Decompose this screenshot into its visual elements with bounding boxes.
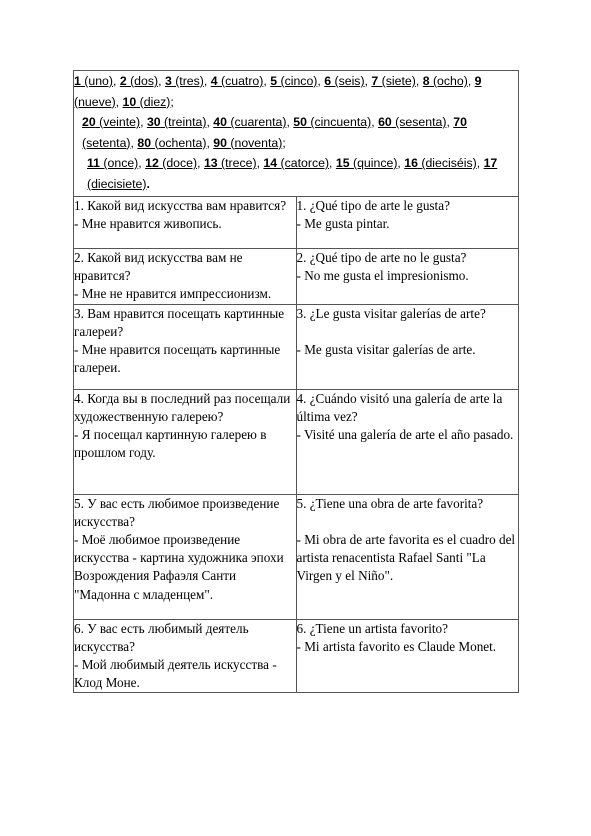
table-row	[74, 197, 519, 249]
number-word: 3 (tres)	[164, 74, 204, 88]
number-word: 8 (ocho)	[422, 74, 468, 88]
number-digit: 6	[324, 74, 332, 88]
spanish-answer: - Mi obra de arte favorita es el cuadro del artista renacentista Rafael Santi "La Virgen y el Niño".	[296, 532, 516, 584]
line-ending: .	[146, 176, 150, 191]
russian-answer: - Мне не нравится импрессионизм.	[74, 286, 272, 302]
number-word: 10 (diez)	[122, 94, 171, 109]
russian-cell	[74, 389, 297, 494]
number-digit: 14	[263, 156, 278, 170]
numbers-line-1-10: 1 (uno), 2 (dos), 3 (tres), 4 (cuatro), 5 (cinco), 6 (seis), 7 (siete), 8 (ocho), 9 (nueve), 10 (diez);	[74, 74, 482, 109]
number-word: 50 (cincuenta)	[293, 115, 372, 129]
numbers-cell	[74, 71, 519, 197]
russian-cell	[74, 197, 297, 249]
number-digit: 8	[422, 74, 430, 88]
number-word: 5 (cinco)	[270, 74, 318, 88]
number-word: 12 (doce)	[145, 156, 198, 170]
spanish-answer: - Me gusta pintar.	[296, 216, 390, 232]
line-ending: ;	[170, 94, 174, 109]
number-digit: 10	[122, 94, 137, 109]
spanish-question: 5. ¿Tiene una obra de arte favorita?	[296, 495, 484, 511]
number-digit: 30	[146, 115, 161, 129]
spanish-cell	[296, 619, 519, 693]
number-digit: 17	[483, 156, 498, 170]
number-word: 1 (uno)	[74, 74, 113, 88]
russian-answer: - Моё любимое произведение искусства - картина художника эпохи Возрождения Рафаэля Санти "Мадонна с младенцем".	[74, 532, 284, 602]
spanish-answer: - Visité una galería de arte el año pasado.	[296, 427, 514, 443]
number-word: 16 (dieciséis)	[404, 156, 477, 170]
russian-question: 3. Вам нравится посещать картинные галереи?	[74, 305, 285, 339]
number-word: 9 (nueve)	[74, 74, 482, 109]
table-row	[74, 249, 519, 305]
spanish-question: 1. ¿Qué tipo de arte le gusta?	[296, 198, 450, 213]
russian-question: 2. Какой вид искусства вам не нравится?	[74, 250, 243, 284]
spanish-answer: - No me gusta el impresionismo.	[296, 268, 469, 284]
number-digit: 40	[213, 115, 227, 129]
spanish-question: 4. ¿Cuándo visitó una galería de arte la última vez?	[296, 390, 503, 424]
russian-answer: - Мне нравится посещать картинные галереи.	[74, 342, 281, 376]
number-word: 7 (siete)	[371, 74, 416, 88]
numbers-line-11-17: 11 (once), 12 (doce), 13 (trece), 14 (catorce), 15 (quince), 16 (dieciséis), 17 (diecisiete).	[87, 156, 498, 191]
number-word: 40 (cuarenta)	[213, 115, 287, 129]
number-digit: 70	[453, 115, 467, 129]
spanish-question: 6. ¿Tiene un artista favorito?	[296, 620, 448, 636]
russian-question: 6. У вас есть любимый деятель искусства?	[74, 620, 249, 654]
number-digit: 20	[82, 115, 96, 129]
spanish-cell	[296, 304, 519, 389]
line-ending: ;	[282, 135, 286, 150]
spacer	[297, 513, 519, 531]
table-row	[74, 389, 519, 494]
number-digit: 2	[119, 74, 127, 88]
number-word: 30 (treinta)	[146, 115, 207, 129]
number-digit: 60	[378, 115, 392, 129]
number-word: 4 (cuatro)	[210, 74, 264, 88]
number-digit: 3	[164, 74, 172, 88]
number-word: 70 (setenta)	[82, 115, 467, 150]
russian-cell	[74, 304, 297, 389]
number-digit: 5	[270, 74, 278, 88]
number-digit: 50	[293, 115, 307, 129]
spanish-cell	[296, 249, 519, 305]
spanish-cell	[296, 197, 519, 249]
russian-question: 4. Когда вы в последний раз посещали художественную галерею?	[74, 390, 291, 424]
number-word: 60 (sesenta)	[378, 115, 447, 129]
spanish-cell	[296, 389, 519, 494]
number-digit: 13	[203, 156, 218, 170]
russian-cell	[74, 494, 297, 619]
table-row	[74, 304, 519, 389]
number-digit: 80	[137, 135, 152, 150]
number-digit: 4	[210, 74, 218, 88]
number-digit: 90	[213, 135, 227, 150]
spanish-answer: - Me gusta visitar galerías de arte.	[296, 342, 476, 357]
number-word: 20 (veinte)	[82, 115, 141, 129]
spanish-question: 2. ¿Qué tipo de arte no le gusta?	[296, 250, 467, 265]
russian-question: 1. Какой вид искусства вам нравится?	[74, 198, 287, 213]
number-digit: 7	[371, 74, 379, 88]
number-digit: 15	[335, 156, 350, 170]
spanish-cell	[296, 494, 519, 619]
number-word: 17 (diecisiete)	[87, 156, 498, 191]
spacer	[297, 323, 519, 341]
numbers-row	[74, 71, 519, 197]
russian-answer: - Мой любимый деятель искусства - Клод Моне.	[74, 657, 277, 691]
russian-answer: - Я посещал картинную галерею в прошлом году.	[74, 427, 267, 461]
spanish-question: 3. ¿Le gusta visitar galerías de arte?	[296, 305, 486, 321]
number-digit: 12	[145, 156, 159, 170]
russian-question: 5. У вас есть любимое произведение искусства?	[74, 495, 280, 529]
number-word: 90 (noventa)	[213, 135, 283, 150]
number-word: 14 (catorce)	[263, 156, 330, 170]
number-digit: 16	[404, 156, 418, 170]
russian-cell	[74, 249, 297, 305]
table-row	[74, 494, 519, 619]
number-word: 11 (once)	[87, 156, 139, 170]
number-word: 6 (seis)	[324, 74, 365, 88]
number-word: 15 (quince)	[335, 156, 398, 170]
number-digit: 9	[474, 74, 482, 88]
number-digit: 11	[87, 156, 100, 170]
vocabulary-table	[73, 70, 519, 693]
number-word: 2 (dos)	[119, 74, 159, 88]
number-word: 80 (ochenta)	[137, 135, 207, 150]
table-row	[74, 619, 519, 693]
russian-answer: - Мне нравится живопись.	[74, 216, 222, 232]
spanish-answer: - Mi artista favorito es Claude Monet.	[296, 638, 497, 654]
number-digit: 1	[74, 74, 81, 88]
russian-cell	[74, 619, 297, 693]
numbers-line-tens: 20 (veinte), 30 (treinta), 40 (cuarenta), 50 (cincuenta), 60 (sesenta), 70 (setenta), 80 (ochenta), 90 (noventa);	[82, 115, 467, 150]
number-word: 13 (trece)	[203, 156, 257, 170]
